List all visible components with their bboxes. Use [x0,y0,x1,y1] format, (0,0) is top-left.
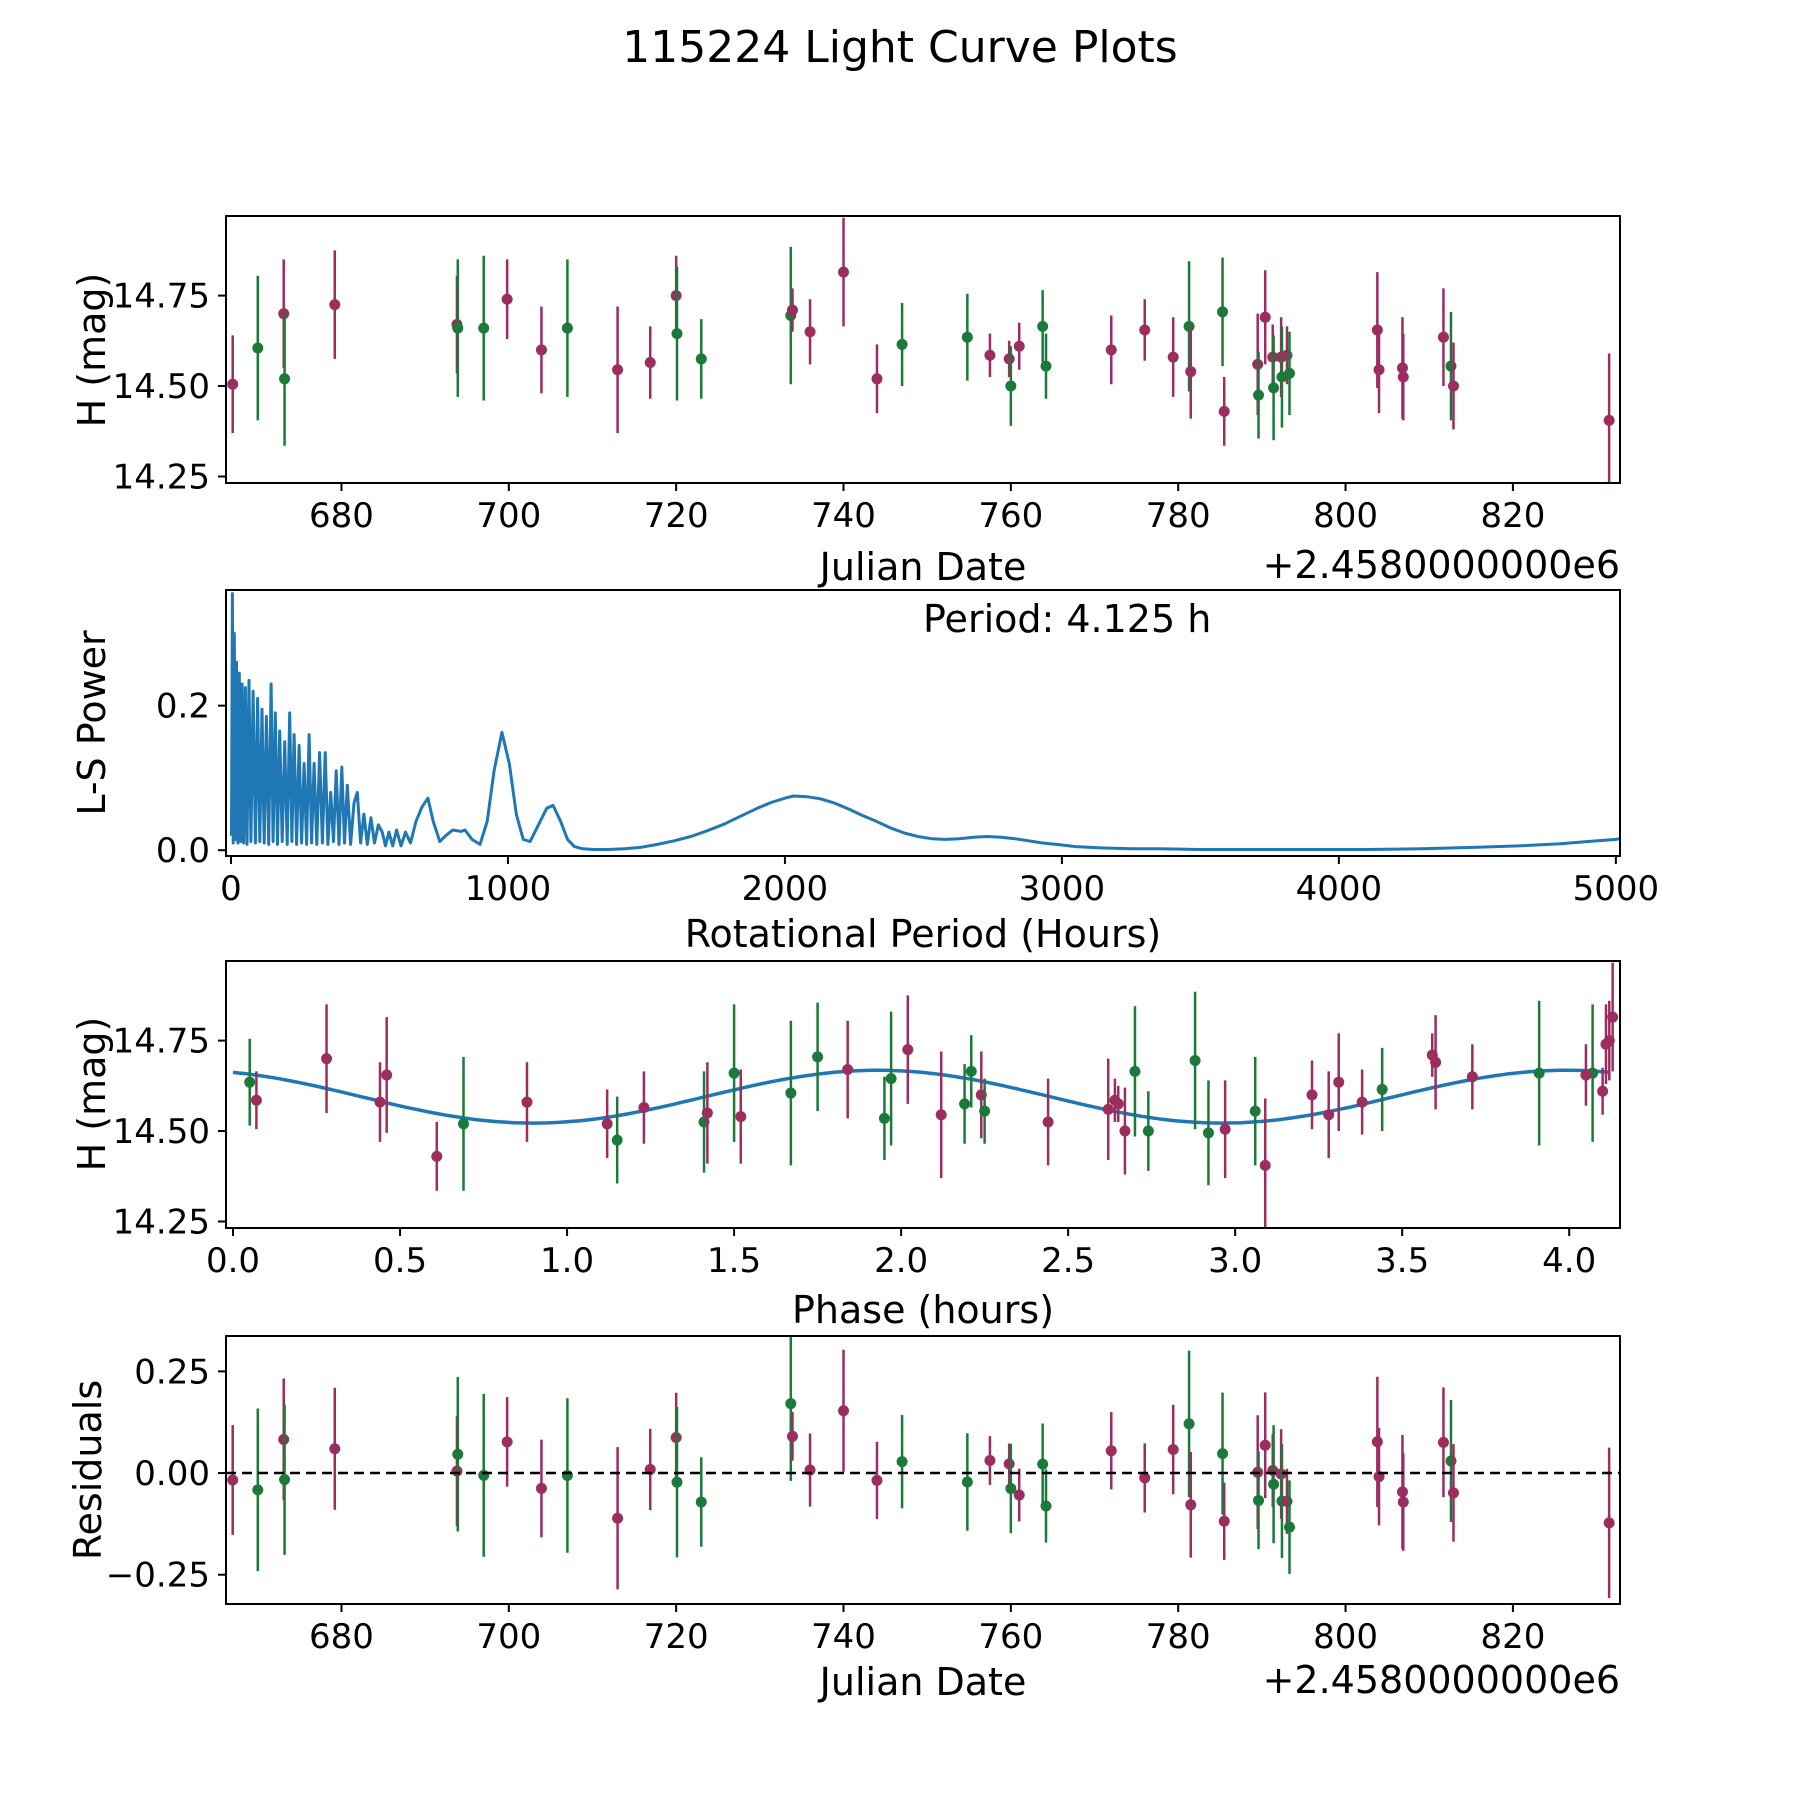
data-point [1438,332,1449,343]
data-point [1268,382,1279,393]
data-point [536,344,547,355]
data-point [329,1443,340,1454]
x-tick-label: 0 [220,869,242,909]
panel1-x-axis-offset: +2.4580000000e6 [1262,543,1620,587]
data-point [1448,1487,1459,1498]
data-point [1184,321,1195,332]
data-point [244,1077,255,1088]
data-point [612,1513,623,1524]
data-point [227,1474,238,1485]
data-point [879,1113,890,1124]
data-point [812,1051,823,1062]
panel-1-light-curve [113,216,1620,536]
data-point [612,364,623,375]
data-point [1438,1437,1449,1448]
panel3-x-axis-label: Phase (hours) [791,1288,1055,1332]
data-point [1445,1455,1456,1466]
y-tick-label: −0.25 [105,1555,210,1596]
data-point [458,1118,469,1129]
data-point [1253,1495,1264,1506]
data-point [886,1073,897,1084]
y-tick-label: 0.00 [134,1454,210,1495]
data-point [1220,1124,1231,1135]
x-tick-label: 2.5 [1041,1241,1096,1281]
data-point [871,373,882,384]
data-point [329,299,340,310]
panel1-y-axis-label: H (mag) [70,272,114,428]
data-point [1374,364,1385,375]
data-point [1103,1104,1114,1115]
x-tick-label: 740 [811,496,876,536]
x-tick-label: 680 [309,1617,374,1657]
data-point [1129,1066,1140,1077]
x-tick-label: 720 [643,1617,709,1657]
y-tick-label: 14.75 [112,1021,210,1062]
data-point [1357,1097,1368,1108]
panel2-y-axis-label: L-S Power [70,630,114,816]
data-point [1004,353,1015,364]
data-point [431,1151,442,1162]
data-point [1119,1126,1130,1137]
data-point [321,1053,332,1064]
x-tick-label: 700 [476,496,542,536]
y-tick-label: 14.50 [112,367,210,408]
data-point [1281,1496,1292,1507]
data-point [1430,1057,1441,1068]
data-point [1604,1517,1615,1528]
figure-title: 115224 Light Curve Plots [622,22,1178,73]
x-tick-label: 1.0 [540,1241,595,1281]
plot-data-area [227,1326,1614,1598]
x-tick-label: 4.0 [1542,1241,1597,1281]
x-tick-label: 820 [1480,1617,1546,1657]
data-point [1185,1499,1196,1510]
y-tick-label: 14.25 [112,1202,210,1243]
x-tick-label: 2.0 [874,1241,929,1281]
data-point [1217,306,1228,317]
x-tick-label: 800 [1313,496,1379,536]
plot-data-area [227,218,1614,488]
panel2-x-axis-label: Rotational Period (Hours) [684,912,1162,956]
data-point [1398,1497,1409,1508]
data-point [897,1456,908,1467]
data-point [1323,1109,1334,1120]
panel1-x-axis-label: Julian Date [819,545,1027,589]
data-point [1217,1448,1228,1459]
y-tick-label: 0.25 [134,1352,210,1393]
data-point [1168,352,1179,363]
data-point [1604,415,1615,426]
x-tick-label: 760 [978,1617,1044,1657]
data-point [785,1398,796,1409]
x-tick-label: 700 [476,1617,542,1657]
data-point [984,350,995,361]
data-point [871,1475,882,1486]
data-point [702,1107,713,1118]
data-point [1219,406,1230,417]
data-point [897,339,908,350]
data-point [1203,1127,1214,1138]
period-annotation: Period: 4.125 h [923,597,1212,641]
data-point [787,1431,798,1442]
data-point [1268,1479,1279,1490]
data-point [602,1118,613,1129]
data-point [1190,1055,1201,1066]
data-point [521,1097,532,1108]
data-point [502,294,513,305]
data-point [729,1068,740,1079]
data-point [227,379,238,390]
data-point [936,1109,947,1120]
data-point [1372,1436,1383,1447]
data-point [696,1497,707,1508]
sinusoid-fit-line [233,1070,1609,1123]
panel-3-phased-light-curve [113,961,1620,1281]
data-point [1284,368,1295,379]
data-point [1185,366,1196,377]
data-point [1260,1440,1271,1451]
data-point [962,332,973,343]
data-point [696,353,707,364]
data-point [1333,1077,1344,1088]
data-point [536,1483,547,1494]
x-tick-label: 3.0 [1208,1241,1263,1281]
data-point [1284,1522,1295,1533]
panel4-x-axis-offset: +2.4580000000e6 [1262,1658,1620,1702]
data-point [1106,344,1117,355]
data-point [1597,1086,1608,1097]
x-tick-label: 1.5 [707,1241,762,1281]
x-tick-label: 5000 [1572,869,1660,909]
data-point [478,323,489,334]
x-tick-label: 0.0 [205,1241,261,1281]
x-tick-label: 720 [643,496,709,536]
data-point [984,1455,995,1466]
data-point [645,357,656,368]
data-point [842,1064,853,1075]
data-point [1580,1069,1591,1080]
data-point [1281,350,1292,361]
data-point [672,1477,683,1488]
data-point [381,1069,392,1080]
panel-4-residuals [106,1326,1620,1657]
data-point [1372,324,1383,335]
data-point [1005,381,1016,392]
data-point [1219,1516,1230,1527]
x-tick-label: 4000 [1295,869,1383,909]
data-point [1607,1012,1618,1023]
data-point [1260,1160,1271,1171]
data-point [1307,1089,1318,1100]
data-point [374,1097,385,1108]
data-point [1014,1490,1025,1501]
axes-spines [226,1336,1620,1604]
y-tick-label: 14.25 [112,457,210,498]
y-tick-label: 14.75 [112,276,210,317]
data-point [902,1044,913,1055]
data-point [502,1436,513,1447]
data-point [1004,1458,1015,1469]
data-point [805,326,816,337]
y-tick-label: 0.0 [155,831,210,872]
x-tick-label: 2000 [741,869,829,909]
data-point [838,1405,849,1416]
panel-2-periodogram [156,590,1659,909]
data-point [1260,312,1271,323]
data-point [1014,341,1025,352]
data-point [959,1098,970,1109]
data-point [1041,1500,1052,1511]
x-tick-label: 3.5 [1375,1241,1430,1281]
data-point [1113,1098,1124,1109]
data-point [1398,371,1409,382]
x-tick-label: 780 [1145,1617,1211,1657]
data-point [1037,1459,1048,1470]
panel4-y-axis-label: Residuals [66,1379,110,1561]
data-point [252,1484,263,1495]
data-point [735,1111,746,1122]
x-tick-label: 0.5 [373,1241,428,1281]
data-point [785,1088,796,1099]
data-point [1168,1444,1179,1455]
data-point [1377,1084,1388,1095]
x-tick-label: 820 [1480,496,1546,536]
x-tick-label: 760 [978,496,1044,536]
x-tick-label: 780 [1145,496,1211,536]
data-point [562,323,573,334]
x-tick-label: 1000 [464,869,552,909]
data-point [979,1106,990,1117]
data-point [1043,1116,1054,1127]
data-point [838,267,849,278]
data-point [478,1470,489,1481]
panel4-x-axis-label: Julian Date [819,1660,1027,1704]
data-point [279,1474,290,1485]
data-point [251,1095,262,1106]
data-point [787,305,798,316]
data-point [452,323,463,334]
data-point [452,1449,463,1460]
data-point [672,328,683,339]
data-point [1448,381,1459,392]
data-point [638,1102,649,1113]
x-tick-label: 740 [811,1617,876,1657]
data-point [1139,324,1150,335]
panel3-y-axis-label: H (mag) [70,1016,114,1172]
axes-spines [226,216,1620,483]
x-tick-label: 800 [1313,1617,1379,1657]
plot-data-area [233,963,1618,1233]
data-point [252,343,263,354]
data-point [1143,1126,1154,1137]
data-point [962,1476,973,1487]
x-tick-label: 3000 [1018,869,1106,909]
data-point [1534,1068,1545,1079]
y-tick-label: 14.50 [112,1112,210,1153]
data-point [612,1135,623,1146]
data-point [966,1066,977,1077]
data-point [1037,321,1048,332]
x-tick-label: 680 [309,496,374,536]
y-tick-label: 0.2 [155,686,210,727]
data-point [1467,1071,1478,1082]
data-point [1253,390,1264,401]
data-point [1250,1106,1261,1117]
data-point [562,1470,573,1481]
data-point [1106,1445,1117,1456]
data-point [1041,361,1052,372]
data-point [1445,361,1456,372]
data-point [1184,1418,1195,1429]
data-point [279,373,290,384]
